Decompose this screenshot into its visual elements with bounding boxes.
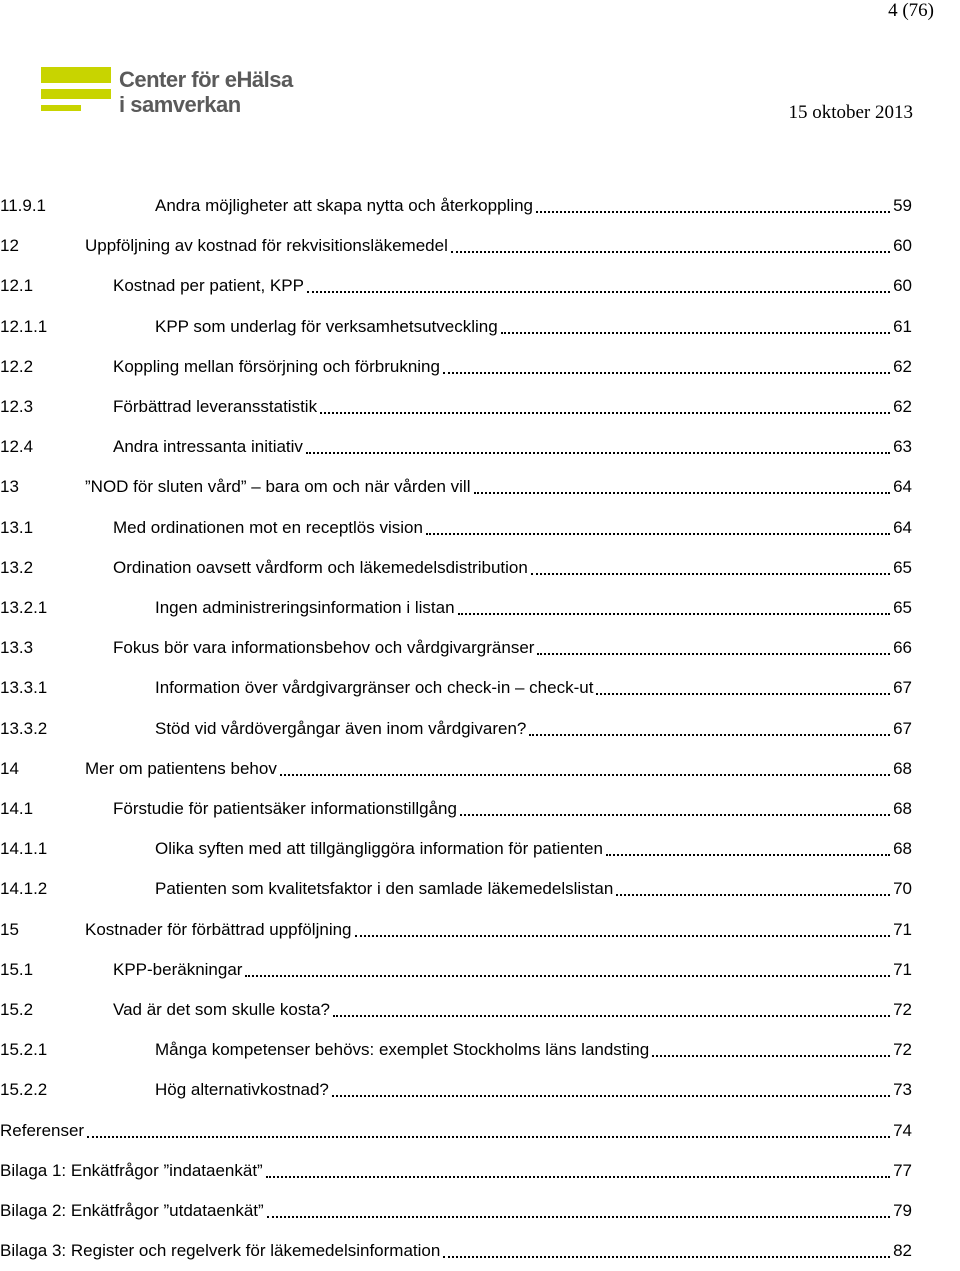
toc-dot-leader	[306, 432, 890, 454]
toc-entry-number: 13	[0, 477, 19, 497]
toc-entry-title: Information över vårdgivargränser och check-in – check-ut	[155, 678, 594, 698]
toc-entry-title: Många kompetenser behövs: exemplet Stockholms läns landsting	[155, 1040, 650, 1060]
toc-entry-page: 59	[893, 196, 912, 215]
toc-entry[interactable]	[0, 427, 912, 467]
toc-entry-page: 72	[893, 1040, 912, 1060]
toc-dot-leader	[443, 1236, 890, 1258]
toc-entry[interactable]	[0, 829, 912, 869]
toc-entry-number: 15.2.2	[0, 1080, 48, 1100]
toc-entry-number: 13.3.2	[0, 718, 48, 738]
toc-entry[interactable]	[0, 869, 912, 909]
toc-entry-title: Ingen administreringsinformation i listan	[155, 598, 455, 617]
toc-entry[interactable]	[0, 1191, 912, 1231]
toc-entry[interactable]	[0, 1111, 912, 1151]
toc-entry-title: Med ordinationen mot en receptlös vision	[113, 517, 423, 537]
toc-dot-leader	[332, 1075, 890, 1097]
toc-entry-number: 14.1	[0, 799, 34, 818]
toc-entry[interactable]	[0, 226, 912, 266]
toc-entry-title: Förstudie för patientsäker informationstillgång	[113, 799, 457, 818]
toc-entry[interactable]	[0, 950, 912, 990]
toc-dot-leader	[458, 593, 891, 615]
toc-entry-number: 13.3	[0, 638, 34, 658]
toc-entry-title: Referenser	[0, 1120, 85, 1140]
toc-entry-page: 79	[893, 1201, 912, 1220]
toc-entry-number: 14.1.2	[0, 879, 48, 899]
toc-dot-leader	[355, 915, 891, 937]
toc-entry-title: Kostnader för förbättrad uppföljning	[85, 919, 352, 939]
toc-entry-title: Fokus bör vara informationsbehov och vårdgivargränser	[113, 638, 535, 658]
page-number: 4 (76)	[888, 0, 934, 21]
toc-dot-leader	[426, 513, 890, 535]
toc-dot-leader	[531, 553, 890, 575]
toc-entry-page: 74	[893, 1120, 912, 1140]
toc-entry-page: 65	[893, 598, 912, 617]
toc-entry-title: Bilaga 2: Enkätfrågor ”utdataenkät”	[0, 1201, 264, 1220]
toc-entry-title: Koppling mellan försörjning och förbrukning	[113, 356, 440, 376]
toc-entry-page: 68	[893, 839, 912, 859]
toc-entry-title: Olika syften med att tillgängliggöra information för patienten	[155, 839, 603, 859]
toc-dot-leader	[267, 1196, 890, 1218]
toc-entry-number: 12	[0, 236, 19, 256]
toc-entry-title: Andra möjligheter att skapa nytta och återkoppling	[155, 196, 534, 215]
toc-entry-page: 67	[893, 678, 912, 698]
toc-entry-title: Vad är det som skulle kosta?	[113, 1000, 331, 1019]
logo	[41, 67, 301, 119]
toc-entry-number: 12.2	[0, 356, 34, 376]
toc-dot-leader	[536, 191, 890, 213]
toc-entry-title: Bilaga 3: Register och regelverk för läkemedelsinformation	[0, 1241, 441, 1261]
toc-entry[interactable]	[0, 588, 912, 628]
logo-mark	[41, 67, 111, 115]
toc-entry[interactable]	[0, 1030, 912, 1070]
toc-entry-title: Uppföljning av kostnad för rekvisitionsläkemedel	[85, 236, 448, 256]
toc-entry-page: 70	[893, 879, 912, 899]
toc-entry-page: 82	[893, 1241, 912, 1261]
toc-entry-page: 60	[893, 276, 912, 296]
toc-entry-page: 73	[893, 1080, 912, 1100]
toc-entry[interactable]	[0, 668, 912, 708]
toc-dot-leader	[320, 392, 890, 414]
toc-entry-number: 12.4	[0, 437, 34, 457]
toc-entry-page: 71	[893, 919, 912, 939]
toc-dot-leader	[266, 1156, 890, 1178]
toc-entry-number: 12.1	[0, 276, 34, 296]
toc-entry-title: Bilaga 1: Enkätfrågor ”indataenkät”	[0, 1160, 263, 1180]
logo-line-2: i samverkan	[119, 92, 241, 117]
toc-entry-page: 62	[893, 397, 912, 416]
toc-entry-title: KPP-beräkningar	[113, 959, 243, 979]
toc-entry-page: 77	[893, 1160, 912, 1180]
toc-entry-page: 61	[893, 316, 912, 336]
logo-line-1: Center för eHälsa	[119, 67, 293, 92]
document-date: 15 oktober 2013	[788, 102, 913, 123]
toc-dot-leader	[529, 714, 890, 736]
toc-entry[interactable]	[0, 1151, 912, 1191]
toc-dot-leader	[537, 633, 890, 655]
toc-entry[interactable]	[0, 910, 912, 950]
toc-entry-page: 63	[893, 437, 912, 457]
toc-entry-title: Mer om patientens behov	[85, 758, 277, 778]
toc-entry-number: 13.1	[0, 517, 34, 537]
toc-entry-page: 71	[893, 959, 912, 979]
toc-entry-number: 15.1	[0, 959, 34, 979]
toc-entry-number: 12.1.1	[0, 316, 48, 336]
toc-entry-page: 62	[893, 356, 912, 376]
toc-entry-number: 12.3	[0, 397, 34, 416]
toc-entry[interactable]	[0, 266, 912, 306]
toc-entry-page: 64	[893, 517, 912, 537]
toc-entry[interactable]	[0, 628, 912, 668]
toc-entry-number: 15.2	[0, 1000, 34, 1019]
toc-entry-page: 65	[893, 557, 912, 577]
toc-entry[interactable]	[0, 467, 912, 507]
toc-entry-title: Ordination oavsett vårdform och läkemedelsdistribution	[113, 557, 528, 577]
toc-entry-title: Kostnad per patient, KPP	[113, 276, 304, 296]
toc-dot-leader	[474, 472, 891, 494]
toc-entry[interactable]	[0, 508, 912, 548]
toc-dot-leader	[307, 271, 890, 293]
toc-entry[interactable]	[0, 186, 912, 226]
toc-entry-page: 67	[893, 718, 912, 738]
toc-entry-number: 15	[0, 919, 19, 939]
toc-entry-number: 14.1.1	[0, 839, 48, 859]
toc-dot-leader	[606, 834, 890, 856]
toc-entry-title: KPP som underlag för verksamhetsutveckling	[155, 316, 498, 336]
toc-dot-leader	[596, 673, 890, 695]
toc-dot-leader	[245, 955, 890, 977]
toc-entry-page: 66	[893, 638, 912, 658]
toc-dot-leader	[333, 995, 890, 1017]
toc-dot-leader	[443, 352, 890, 374]
toc-dot-leader	[87, 1116, 890, 1138]
toc-entry-title: Förbättrad leveransstatistik	[113, 397, 318, 416]
toc-entry[interactable]	[0, 387, 912, 427]
toc-entry-number: 13.2.1	[0, 598, 48, 617]
toc-entry-number: 15.2.1	[0, 1040, 48, 1060]
toc-dot-leader	[460, 794, 890, 816]
toc-entry-title: Andra intressanta initiativ	[113, 437, 303, 457]
toc-dot-leader	[451, 231, 890, 253]
toc-entry[interactable]	[0, 307, 912, 347]
toc-entry-page: 64	[893, 477, 912, 497]
toc-entry-number: 11.9.1	[0, 196, 47, 215]
toc-entry[interactable]	[0, 347, 912, 387]
toc-entry[interactable]	[0, 548, 912, 588]
toc-entry-number: 14	[0, 758, 19, 778]
toc-entry-page: 60	[893, 236, 912, 256]
toc-entry[interactable]	[0, 789, 912, 829]
toc-entry-title: Stöd vid vårdövergångar även inom vårdgivaren?	[155, 718, 527, 738]
toc-entry-page: 68	[893, 758, 912, 778]
toc-entry[interactable]	[0, 709, 912, 749]
toc-entry[interactable]	[0, 990, 912, 1030]
toc-entry-number: 13.3.1	[0, 678, 48, 698]
toc-entry[interactable]	[0, 1070, 912, 1110]
toc-entry-number: 13.2	[0, 557, 34, 577]
toc-dot-leader	[652, 1035, 890, 1057]
toc-entry[interactable]	[0, 1231, 912, 1271]
logo-wordmark	[119, 67, 293, 117]
toc-dot-leader	[501, 312, 890, 334]
toc-dot-leader	[616, 874, 890, 896]
toc-entry-title: Patienten som kvalitetsfaktor i den samlade läkemedelslistan	[155, 879, 614, 899]
toc-entry-title: Hög alternativkostnad?	[155, 1080, 329, 1100]
toc-entry-page: 68	[893, 799, 912, 818]
toc-dot-leader	[280, 754, 890, 776]
toc-entry[interactable]	[0, 749, 912, 789]
toc-entry-page: 72	[893, 1000, 912, 1019]
toc-entry-title: ”NOD för sluten vård” – bara om och när vården vill	[85, 477, 471, 497]
